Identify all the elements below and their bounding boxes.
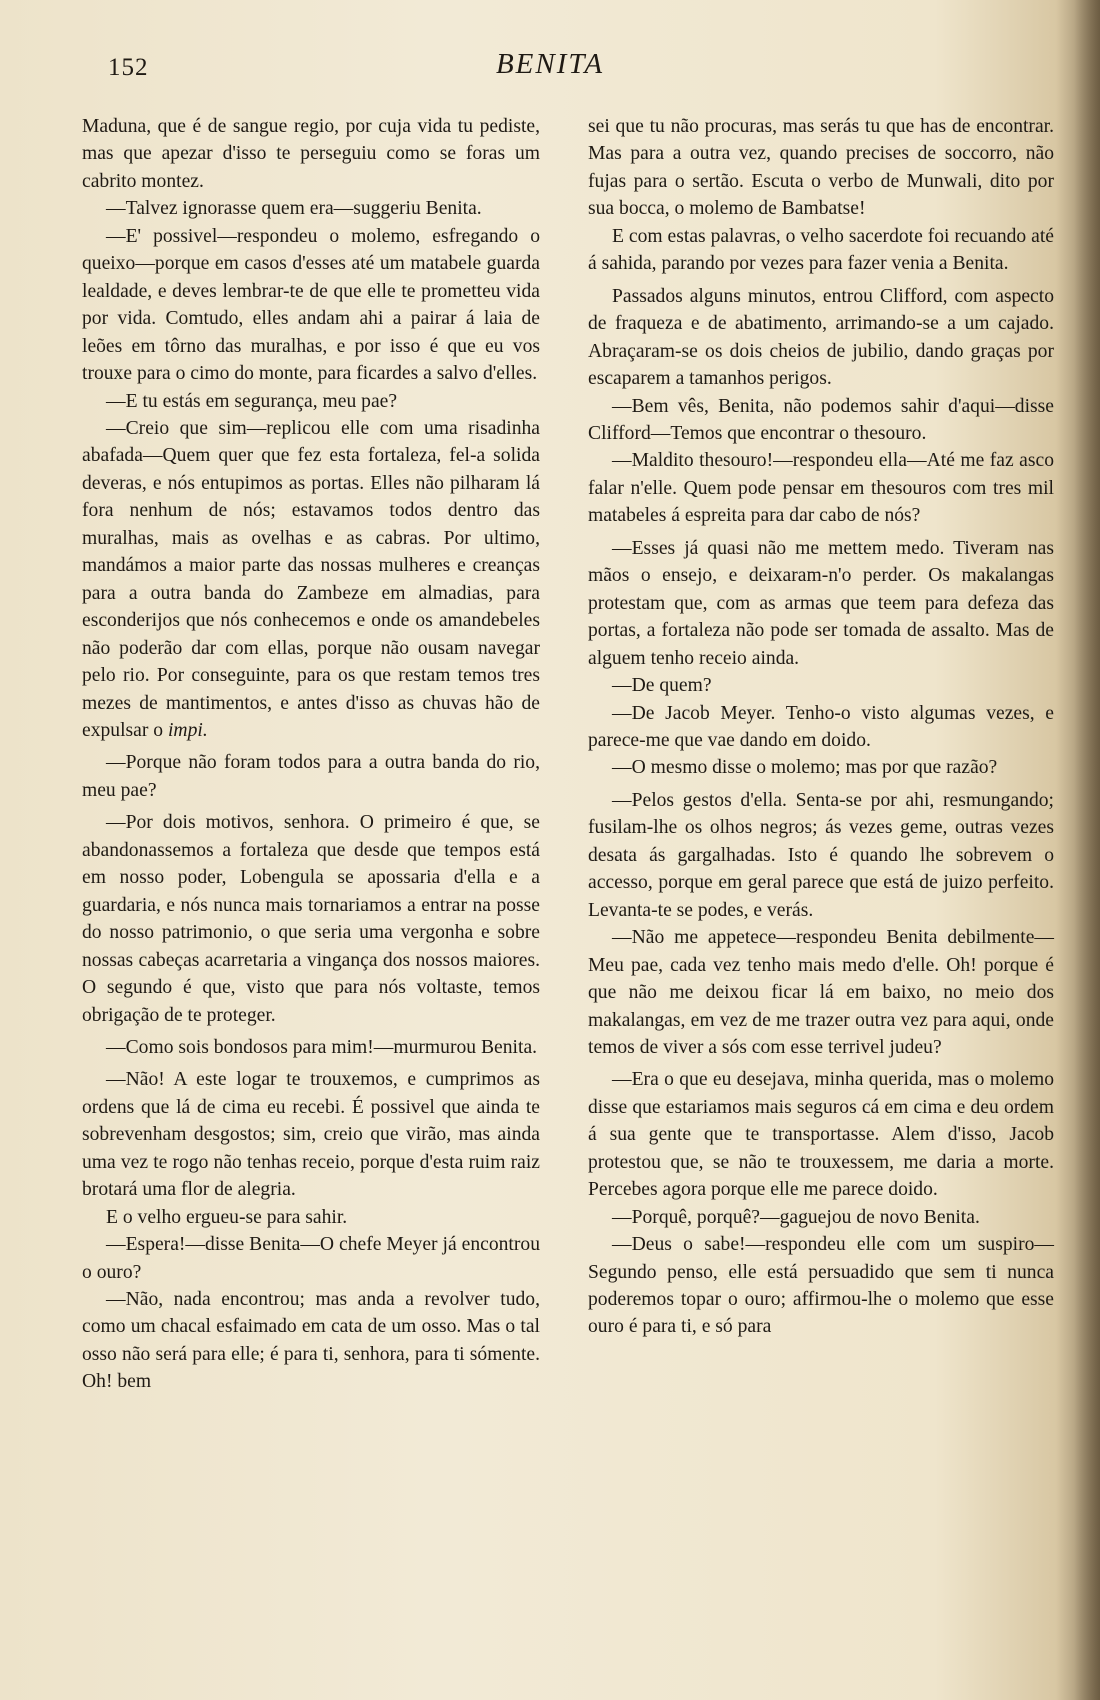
paragraph: E com estas palavras, o velho sacerdote foi recuando até á sahida, parando por vezes para fazer venia a Benita. xyxy=(588,225,1054,275)
paragraph xyxy=(82,415,540,744)
paragraph: —Era o que eu desejava, minha querida, mas o molemo disse que estariamos mais seguros cá em cima e deu ordem á sua gente que te transportasse. Alem d'isso, Jacob protestou que, se não te trouxessem, me daria a morte. Percebes agora porque elle me parece doido. xyxy=(588,1069,1054,1201)
paragraph: —De Jacob Meyer. Tenho-o visto algumas vezes, e parece-me que vae dando em doido. xyxy=(588,702,1054,751)
paragraph: E o velho ergueu-se para sahir. xyxy=(106,1206,348,1228)
paragraph: Passados alguns minutos, entrou Clifford, com aspecto de fraqueza e de abatimento, arrimando-se a um cajado. Abraçaram-se os dois cheios de jubilio, dando graças por escaparem a tamanhos perigos. xyxy=(588,285,1054,390)
paragraph: —Como sois bondosos para mim!—murmurou Benita. xyxy=(106,1036,538,1058)
paragraph: —Deus o sabe!—respondeu elle com um suspiro—Segundo penso, elle está persuadido que sem ti nunca poderemos topar o ouro; affirmou-lhe o molemo que esse ouro é para ti, e só para xyxy=(588,1234,1054,1338)
right-column xyxy=(588,113,1054,1341)
page-number: 152 xyxy=(108,54,149,81)
paragraph: —De quem? xyxy=(612,675,712,697)
paragraph: —Talvez ignorasse quem era—suggeriu Benita. xyxy=(106,198,482,220)
paragraph: —Pelos gestos d'ella. Senta-se por ahi, resmungando; fusilam-lhe os olhos negros; ás vezes geme, outras vezes desata ás gargalhadas. Isto é quando lhe sobrevem o accesso, porque em geral parece que está de juizo perfeito. Levanta-te se podes, e verás. xyxy=(588,789,1054,921)
paragraph: —Porque não foram todos para a outra banda do rio, meu pae? xyxy=(82,752,540,801)
page-edge-shadow xyxy=(1074,0,1100,1700)
paragraph: —Bem vês, Benita, não podemos sahir d'aqui—disse Clifford—Temos que encontrar o thesouro. xyxy=(588,395,1054,444)
paragraph: —Não! A este logar te trouxemos, e cumprimos as ordens que lá de cima eu recebi. É possivel que ainda te sobrevenham desgostos; sim, creio que virão, mas ainda uma vez te rogo não tenhas receio, porque d'esta ruim raiz brotará uma flor de alegria. xyxy=(82,1069,540,1201)
paragraph: —O mesmo disse o molemo; mas por que razão? xyxy=(612,757,998,779)
left-column xyxy=(82,113,540,1396)
paragraph: —Maldito thesouro!—respondeu ella—Até me faz asco falar n'elle. Quem pode pensar em thesouros com tres mil matabeles á espreita para dar cabo de nós? xyxy=(588,450,1054,527)
paragraph: —Por dois motivos, senhora. O primeiro é que, se abandonassemos a fortaleza que desde que tempos está em nosso poder, Lobengula se apossaria d'ella e a guardaria, e nós nunca mais tornariamos a entrar na posse do nosso patrimonio, o que seria uma vergonha e sobre nossas cabeças acarretaria a vingança dos nossos maiores. O segundo é que, visto que para nós voltaste, temos obrigação de te proteger. xyxy=(82,812,540,1026)
paragraph: Maduna, que é de sangue regio, por cuja vida tu pediste, mas que apezar d'isso te perseguiu como se foras um cabrito montez. xyxy=(82,116,540,192)
paragraph: —E' possivel—respondeu o molemo, esfregando o queixo—porque em casos d'esses até um matabele guarda lealdade, e deves lembrar-te de que elle te prometteu vida por vida. Comtudo, elles andam ahi a pairar á laia de leões em tôrno das muralhas, e por isso é que eu vos trouxe para o cimo do monte, para ficardes a salvo d'elles. xyxy=(82,225,540,385)
running-title: BENITA xyxy=(495,48,605,80)
paragraph: —Não me appetece—respondeu Benita debilmente—Meu pae, cada vez tenho mais medo d'elle. Oh! porque é que não me deixou ficar lá em baixo, no meio dos makalangas, em vez de me trazer outra vez para aqui, onde temos de viver a sós com esse terrivel judeu? xyxy=(588,927,1054,1058)
paragraph: sei que tu não procuras, mas serás tu que has de encontrar. Mas para a outra vez, quando precises de soccorro, não fujas para o sertão. Escuta o verbo de Munwali, dito por sua bocca, o molemo de Bambatse! xyxy=(588,116,1054,220)
paragraph-text: —Creio que sim—replicou elle com uma risadinha abafada—Quem quer que fez esta fortaleza, fel-a solida deveras, e nós entupimos as portas. Elles não pilharam lá fora nenhum de nós; estavamos todos dentro das muralhas, mais as ovelhas e as cabras. Por ultimo, mandámos a maior parte das nossas mulheres e creanças para a outra banda do Zambeze em almadias, para esconderijos que nós conhecemos e onde os amandebeles não poderão dar com ellas, porque não ousam navegar pelo rio. Por conseguinte, para os que restam temos tres mezes de mantimentos, e antes d'isso as chuvas hão de expulsar o xyxy=(82,417,540,741)
paragraph: —Não, nada encontrou; mas anda a revolver tudo, como um chacal esfaimado em cata de um osso. Mas o tal osso não será para elle; é para ti, senhora, para ti sómente. Oh! bem xyxy=(82,1289,540,1393)
paragraph: —Porquê, porquê?—gaguejou de novo Benita. xyxy=(612,1206,980,1228)
paragraph: —E tu estás em segurança, meu pae? xyxy=(106,390,398,412)
paragraph: —Esses já quasi não me mettem medo. Tiveram nas mãos o ensejo, e deixaram-n'o perder. Os makalangas protestam que, com as armas que teem para defeza das portas, a fortaleza não pode ser tomada de assalto. Mas de alguem tenho receio ainda. xyxy=(588,537,1054,669)
page-header xyxy=(0,48,1100,88)
paragraph: —Espera!—disse Benita—O chefe Meyer já encontrou o ouro? xyxy=(82,1234,540,1283)
italic-word: impi. xyxy=(167,719,208,741)
